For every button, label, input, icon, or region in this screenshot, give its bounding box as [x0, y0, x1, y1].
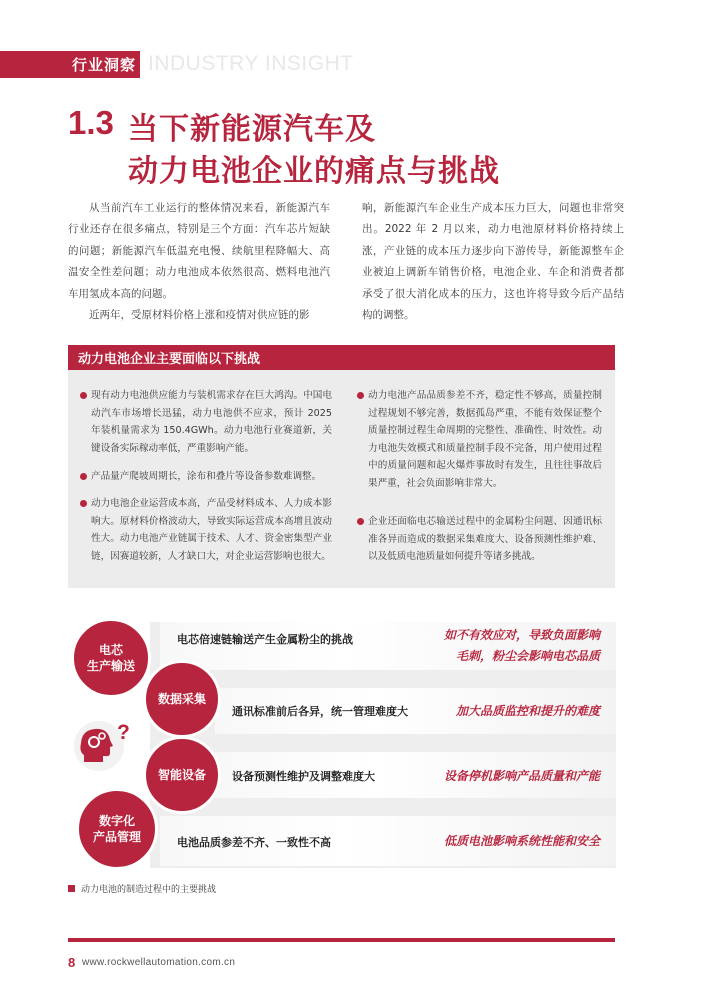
row-impact-text: 如不有效应对，导致负面影响 毛刺，粉尘会影响电芯品质	[443, 628, 600, 663]
intro-paragraph-2-cont: 响，新能源汽车企业生产成本压力巨大，问题也非常突出。2022 年 2 月以来，动力电池原材料价格持续上涨，产业链的成本压力逐步向下游传导，新能源整车企业被迫上调新车销售价格，电池企业、车企和消费者都承受了很大消化成本的压力，这也许将导致今后产品结构的调整。	[362, 202, 624, 322]
intro-paragraph-1: 从当前汽车工业运行的整体情况来看，新能源汽车行业还存在很多痛点，特别是三个方面：汽车芯片短缺的问题；新能源汽车低温充电慢、续航里程降幅大、高温安全性差问题；动力电池成本依然很高、燃料电池汽车用氢成本高的问题。	[68, 202, 330, 300]
challenge-item: 产品量产爬坡周期长，涂布和叠片等设备参数难调整。	[91, 468, 332, 486]
svg-text:?: ?	[117, 721, 130, 744]
bullet-dot-icon	[357, 392, 364, 399]
circle-cell-production: 电芯 生产输送	[71, 618, 151, 698]
row-impact-text: 设备停机影响产品质量和产能	[443, 769, 600, 783]
bullet-dot-icon	[80, 473, 87, 480]
row-issue-text: 设备预测性维护及调整难度大	[232, 770, 375, 783]
bullet-dot-icon	[80, 500, 87, 507]
intro-left-column	[68, 198, 330, 326]
challenge-item: 动力电池产品品质参差不齐，稳定性不够高，质量控制过程规划不够完善，数据孤岛严重，不能有效保证整个质量控制过程生命周期的完整性、准确性、时效性。动力电池失效模式和质量控制手段不完备，用户使用过程中的质量问题和起火爆炸事故时有发生，且往往事故后果严重，社会负面影响非常大。	[368, 387, 602, 492]
row-issue-text: 电芯倍速链输送产生金属粉尘的挑战	[177, 633, 353, 646]
row-impact-text: 低质电池影响系统性能和安全	[443, 834, 600, 848]
intro-paragraph-2: 近两年，受原材料价格上涨和疫情对供应链的影	[89, 309, 310, 322]
circle-smart-equipment: 智能设备	[143, 736, 221, 814]
footer-url: www.rockwellautomation.com.cn	[82, 957, 236, 968]
circle-data-collection: 数据采集	[143, 660, 221, 738]
row-impact-text: 加大品质监控和提升的难度	[455, 704, 600, 718]
section-label-en: INDUSTRY INSIGHT	[148, 52, 354, 75]
head-gears-question-icon	[71, 712, 135, 776]
bullet-dot-icon	[357, 518, 364, 525]
intro-right-column	[362, 198, 624, 326]
challenge-item: 现有动力电池供应能力与装机需求存在巨大鸿沟。中国电动汽车市场增长迅猛，动力电池供不应求，预计 2025 年装机量需求为 150.4GWh。动力电池行业赛道新，关键设备实际稼动率低，严重影响产能。	[91, 387, 332, 457]
challenge-item: 动力电池企业运营成本高，产品受材料成本、人力成本影响大。原材料价格波动大，导致实际运营成本高增且波动性大。动力电池产业链属于技术、人才、资金密集型产业链，因赛道较新，人才缺口大，对企业运营影响也很大。	[91, 495, 332, 565]
footer-rule	[68, 938, 615, 942]
page-title-line2: 动力电池企业的痛点与挑战	[128, 154, 500, 189]
figure-caption: 动力电池的制造过程中的主要挑战	[81, 885, 217, 895]
section-number: 1.3	[68, 104, 114, 141]
challenges-box-heading: 动力电池企业主要面临以下挑战	[78, 352, 261, 367]
challenge-item: 企业还面临电芯输送过程中的金属粉尘问题、因通讯标准各异而造成的数据采集难度大、设备预测性维护难、以及低质电池质量如何提升等诸多挑战。	[368, 513, 602, 566]
section-label-cn: 行业洞察	[72, 56, 137, 74]
page-number: 8	[68, 955, 76, 970]
caption-marker	[68, 885, 75, 892]
bullet-dot-icon	[80, 392, 87, 399]
page-title-line1: 当下新能源汽车及	[128, 112, 376, 147]
row-issue-text: 电池品质参差不齐、一致性不高	[177, 836, 331, 849]
circle-digital-product-mgmt: 数字化 产品管理	[76, 788, 158, 870]
row-issue-text: 通讯标准前后各异，统一管理难度大	[232, 705, 408, 718]
